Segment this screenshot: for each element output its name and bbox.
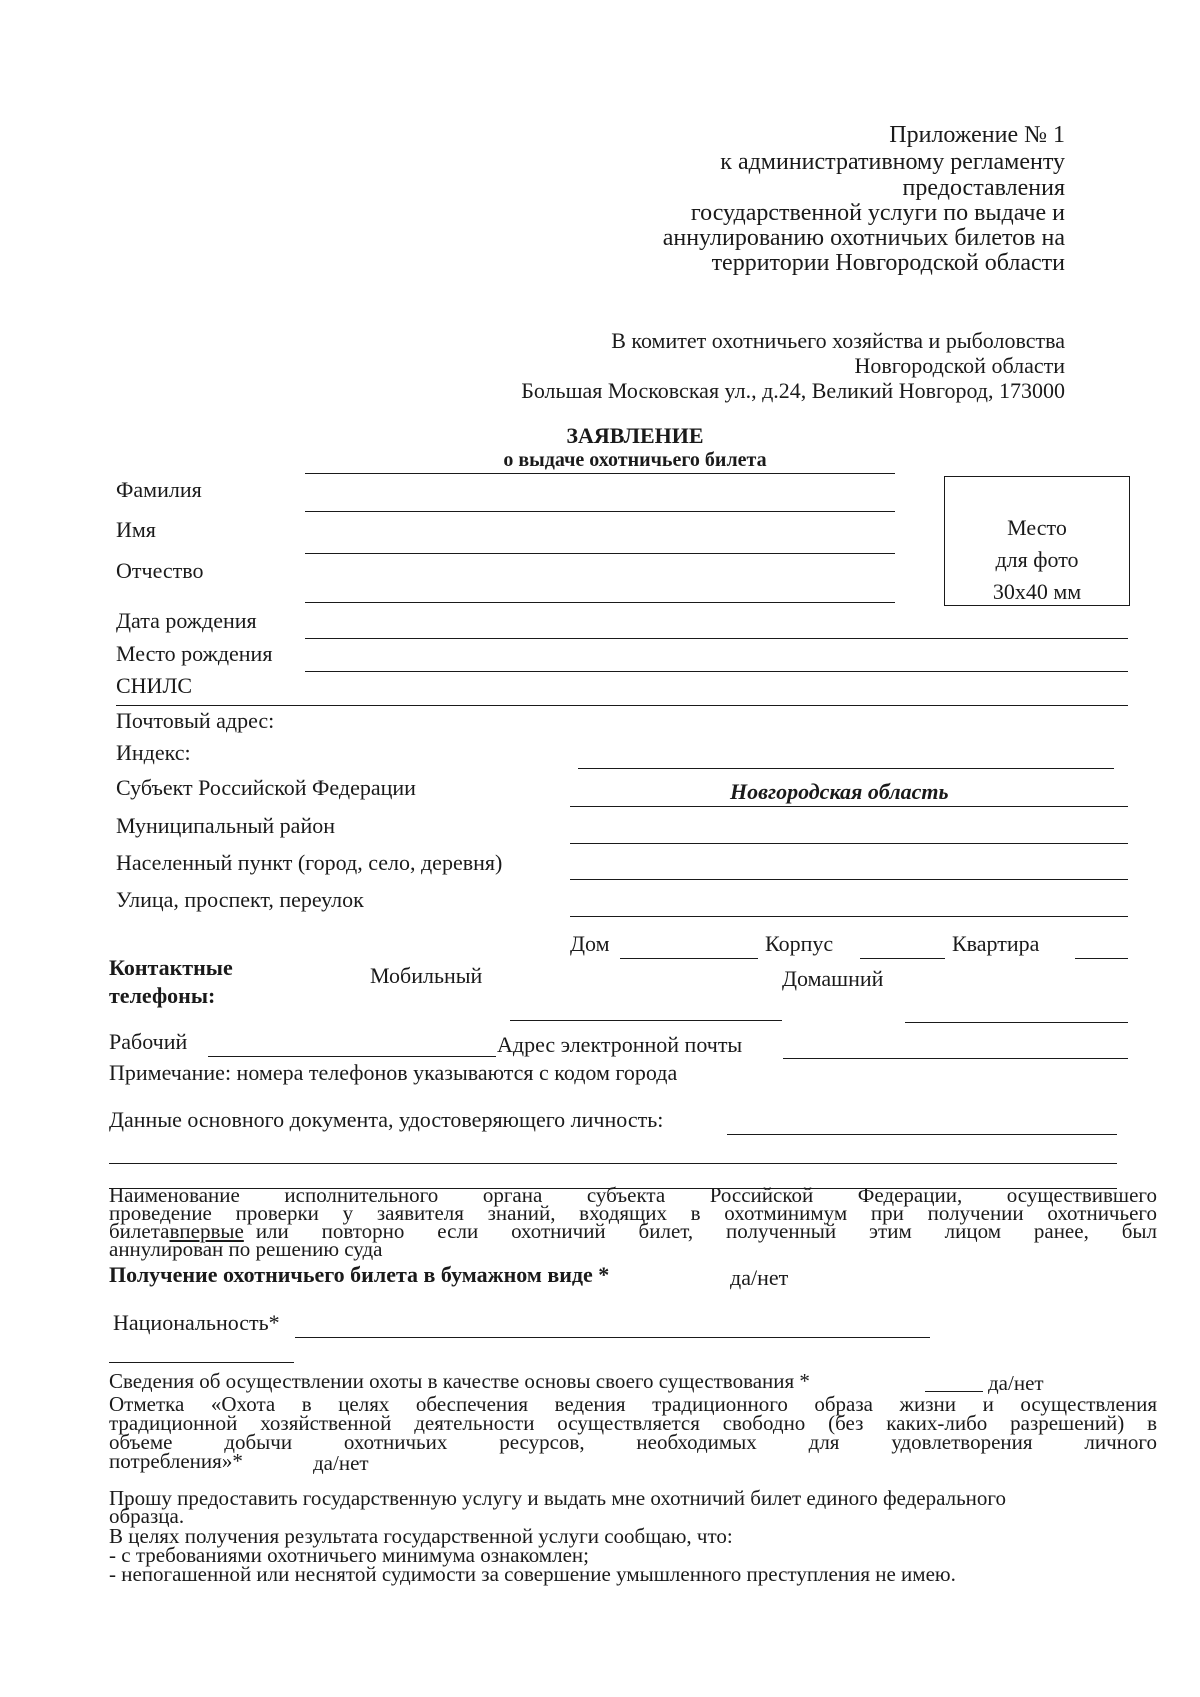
work-label: Рабочий bbox=[109, 1029, 188, 1054]
authority-word: билета bbox=[109, 1219, 170, 1243]
name-line[interactable] bbox=[305, 553, 895, 554]
surname-line[interactable] bbox=[305, 511, 895, 512]
home-line[interactable] bbox=[905, 1022, 1128, 1023]
patronymic-line[interactable] bbox=[305, 602, 895, 603]
email-label: Адрес электронной почты bbox=[497, 1032, 743, 1057]
snils-line[interactable] bbox=[116, 705, 1128, 706]
traditional-text-line: Отметка «Охота в целях обеспечения ведения традиционного образа жизни и осуществления bbox=[109, 1392, 1157, 1416]
photo-box bbox=[944, 476, 1130, 606]
photo-box-line: для фото bbox=[995, 547, 1079, 572]
request-line: Прошу предоставить государственную услугу и выдать мне охотничий билет единого федерального bbox=[109, 1486, 1007, 1510]
appendix-line: государственной услуги по выдаче и bbox=[690, 200, 1065, 226]
birth-place-line[interactable] bbox=[305, 671, 1128, 672]
building-line[interactable] bbox=[860, 958, 945, 959]
birth-place-label: Место рождения bbox=[116, 641, 273, 666]
street-label: Улица, проспект, переулок bbox=[116, 887, 364, 912]
paper-ticket-answer[interactable]: да/нет bbox=[730, 1265, 789, 1290]
photo-box-line: Место bbox=[1007, 515, 1067, 540]
appendix-line: предоставления bbox=[902, 175, 1065, 201]
identity-doc-line[interactable] bbox=[727, 1134, 1117, 1135]
traditional-text-line: традиционной хозяйственной деятельности осуществляется свободно (без каких-либо разрешений) в bbox=[109, 1411, 1157, 1435]
request-line: - непогашенной или неснятой судимости за совершение умышленного преступления не имею. bbox=[109, 1562, 956, 1586]
authority-text-rest: или повторно если охотничий билет, полученный этим лицом ранее, был bbox=[255, 1219, 1157, 1243]
authority-text-line: Наименование исполнительного органа субъекта Российской Федерации, осуществившего bbox=[109, 1183, 1157, 1207]
nationality-line[interactable] bbox=[295, 1337, 930, 1338]
home-label: Домашний bbox=[782, 966, 884, 991]
email-line[interactable] bbox=[783, 1058, 1128, 1059]
paper-ticket-label: Получение охотничьего билета в бумажном виде * bbox=[109, 1262, 610, 1287]
subsistence-label: Сведения об осуществлении охоты в качестве основы своего существования * bbox=[109, 1369, 810, 1393]
appendix-line: аннулированию охотничьих билетов на bbox=[662, 225, 1065, 251]
snils-label: СНИЛС bbox=[116, 673, 193, 698]
authority-text-line: проведение проверки у заявителя знаний, входящих в охотминимум при получении охотничьего bbox=[109, 1201, 1157, 1225]
surname-label: Фамилия bbox=[116, 477, 202, 502]
postal-address-label: Почтовый адрес: bbox=[116, 708, 275, 733]
title-underline bbox=[305, 473, 895, 474]
nationality-line-2[interactable] bbox=[109, 1362, 294, 1363]
traditional-answer[interactable]: да/нет bbox=[313, 1451, 369, 1475]
recipient-line: В комитет охотничьего хозяйства и рыболовства bbox=[611, 328, 1065, 353]
birth-date-label: Дата рождения bbox=[116, 608, 257, 633]
appendix-line: к административному регламенту bbox=[720, 149, 1065, 175]
mobile-label: Мобильный bbox=[370, 963, 483, 988]
authority-word-underlined: впервые bbox=[169, 1219, 244, 1243]
traditional-text-line: потребления»* bbox=[109, 1449, 243, 1473]
district-label: Муниципальный район bbox=[116, 813, 335, 838]
contacts-heading: телефоны: bbox=[109, 983, 216, 1008]
house-line[interactable] bbox=[620, 958, 758, 959]
apartment-line[interactable] bbox=[1075, 958, 1128, 959]
nationality-label: Национальность* bbox=[113, 1310, 280, 1335]
index-label: Индекс: bbox=[116, 740, 191, 765]
identity-doc-line-2[interactable] bbox=[109, 1163, 1117, 1164]
patronymic-label: Отчество bbox=[116, 558, 204, 583]
district-line[interactable] bbox=[570, 843, 1128, 844]
recipient-line: Большая Московская ул., д.24, Великий Новгород, 173000 bbox=[521, 378, 1065, 403]
phone-note: Примечание: номера телефонов указываются с кодом города bbox=[109, 1060, 678, 1085]
name-label: Имя bbox=[116, 517, 156, 542]
building-label: Корпус bbox=[765, 931, 834, 956]
subject-label: Субъект Российской Федерации bbox=[116, 775, 416, 800]
work-line[interactable] bbox=[208, 1056, 496, 1057]
recipient-line: Новгородской области bbox=[854, 353, 1065, 378]
request-line: образца. bbox=[109, 1504, 185, 1528]
apartment-label: Квартира bbox=[952, 931, 1040, 956]
appendix-line: Приложение № 1 bbox=[889, 122, 1065, 148]
settlement-line[interactable] bbox=[570, 879, 1128, 880]
birth-date-line[interactable] bbox=[305, 638, 1128, 639]
identity-doc-label: Данные основного документа, удостоверяющего личность: bbox=[109, 1107, 664, 1132]
photo-box-line: 30х40 мм bbox=[992, 579, 1082, 604]
house-label: Дом bbox=[570, 931, 610, 956]
document-title: ЗАЯВЛЕНИЕ bbox=[566, 423, 704, 448]
request-line: - с требованиями охотничьего минимума ознакомлен; bbox=[109, 1543, 589, 1567]
traditional-text-line: объеме добычи охотничьих ресурсов, необходимых для удовлетворения личного bbox=[109, 1430, 1157, 1454]
contacts-heading: Контактные bbox=[109, 955, 233, 980]
request-line: В целях получения результата государственной услуги сообщаю, что: bbox=[109, 1524, 733, 1548]
mobile-line[interactable] bbox=[510, 1020, 782, 1021]
subject-line[interactable] bbox=[570, 806, 1128, 807]
street-line[interactable] bbox=[570, 916, 1128, 917]
index-line[interactable] bbox=[578, 768, 1114, 769]
authority-text-line: аннулирован по решению суда bbox=[109, 1237, 383, 1261]
appendix-line: территории Новгородской области bbox=[711, 250, 1065, 276]
document-subtitle: о выдаче охотничьего билета bbox=[503, 449, 767, 471]
subsistence-answer[interactable]: да/нет bbox=[988, 1371, 1044, 1395]
settlement-label: Населенный пункт (город, село, деревня) bbox=[116, 850, 503, 875]
subject-value: Новгородская область bbox=[730, 779, 949, 804]
